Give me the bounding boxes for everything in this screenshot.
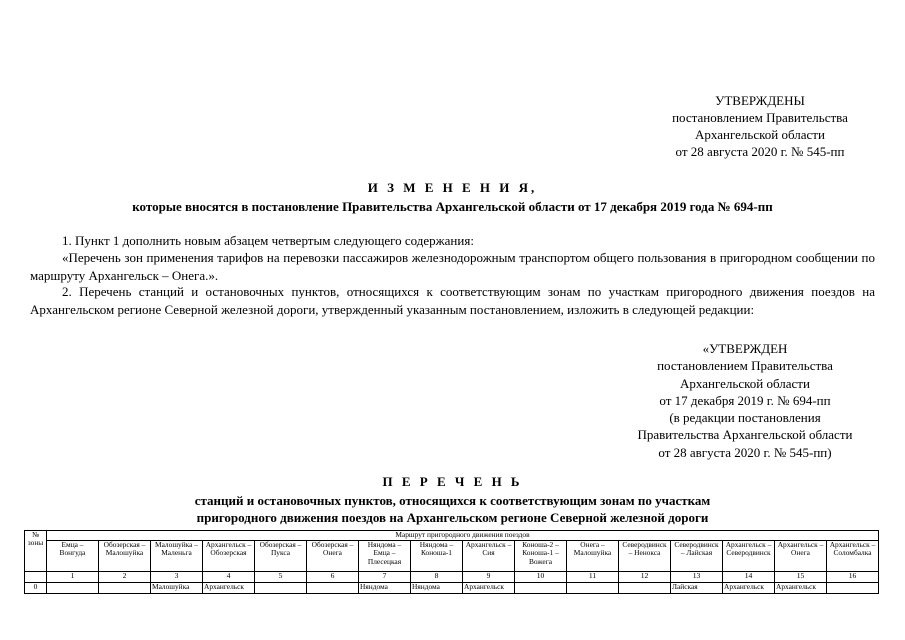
station-cell: Малошуйка (151, 583, 203, 594)
approval-line: от 28 августа 2020 г. № 545-пп (675, 144, 845, 159)
zone-rows (25, 583, 879, 594)
zone-header-cell: № зоны (25, 531, 47, 572)
column-numbers-row (25, 572, 879, 583)
route-name-cell: Архангельск – Сия (463, 541, 515, 572)
zone-number-cell: 0 (25, 583, 47, 594)
route-name-cell: Северодвинск – Лайская (671, 541, 723, 572)
column-number-cell: 6 (307, 572, 359, 583)
list-subtitle (0, 492, 905, 526)
column-number-cell: 3 (151, 572, 203, 583)
approval-line: «УТВЕРЖДЕН (702, 341, 788, 356)
station-cell (47, 583, 99, 594)
column-number-cell: 14 (723, 572, 775, 583)
paragraph-3 (30, 283, 875, 318)
station-cell (827, 583, 879, 594)
route-name-cell: Архангельск – Онега (775, 541, 827, 572)
approval-line: УТВЕРЖДЕНЫ (715, 93, 805, 108)
column-number-cell: 5 (255, 572, 307, 583)
column-number-cell: 2 (99, 572, 151, 583)
station-cell (619, 583, 671, 594)
route-name-cell: Северодвинск – Ненокса (619, 541, 671, 572)
table-header-row (25, 531, 879, 541)
station-cell: Няндома (359, 583, 411, 594)
zones-table (24, 530, 879, 594)
approval-stamp-top (640, 92, 880, 160)
station-cell: Няндома (411, 583, 463, 594)
column-number-cell: 16 (827, 572, 879, 583)
route-name-cell: Архангельск – Соломбалка (827, 541, 879, 572)
approval-line: от 28 августа 2020 г. № 545-пп) (658, 444, 832, 460)
paragraph-text: «Перечень зон применения тарифов на перевозки пассажиров железнодорожным транспортом общего пользования в пригородном сообщении по маршруту Архангельск – Онега.». (30, 250, 875, 283)
column-number-cell: 10 (515, 572, 567, 583)
column-number-cell: 4 (203, 572, 255, 583)
route-name-cell: Обозерская – Онега (307, 541, 359, 572)
station-cell: Архангельск (203, 583, 255, 594)
route-names-row (25, 541, 879, 572)
station-cell: Архангельск (775, 583, 827, 594)
column-number-cell (25, 572, 47, 583)
station-cell: Архангельск (463, 583, 515, 594)
column-number-cell: 8 (411, 572, 463, 583)
station-cell (515, 583, 567, 594)
route-name-cell: Няндома – Емца – Плесецкая (359, 541, 411, 572)
approval-line: Правительства Архангельской области (637, 427, 853, 443)
approval-line: постановлением Правительства (672, 110, 848, 125)
station-cell (567, 583, 619, 594)
route-name-cell: Онега – Малошуйка (567, 541, 619, 572)
column-number-cell: 13 (671, 572, 723, 583)
station-cell (255, 583, 307, 594)
station-cell: Архангельск (723, 583, 775, 594)
paragraph-text: 1. Пункт 1 дополнить новым абзацем четвертым следующего содержания: (62, 233, 474, 248)
column-number-cell: 15 (775, 572, 827, 583)
list-title: П Е Р Е Ч Е Н Ь (382, 474, 523, 489)
approval-line: постановлением Правительства (657, 358, 833, 374)
approval-line: Архангельской области (695, 127, 825, 142)
route-name-cell: Няндома – Коноша-1 (411, 541, 463, 572)
station-cell: Лайская (671, 583, 723, 594)
list-subtitle-line: станций и остановочных пунктов, относящихся к соответствующим зонам по участкам (194, 493, 711, 508)
paragraph-text: 2. Перечень станций и остановочных пунктов, относящихся к соответствующим зонам по участкам пригородного движения поездов на Архангельском регионе Северной железной дороги, утвержденный указанным постановлением, изложить в следующей редакции: (30, 284, 875, 317)
changes-subtitle: которые вносятся в постановление Правительства Архангельской области от 17 декабря 2019 года № 694-пп (132, 199, 773, 214)
table-row (25, 583, 879, 594)
station-cell (307, 583, 359, 594)
route-name-cell: Обозерская – Пукса (255, 541, 307, 572)
column-number-cell: 12 (619, 572, 671, 583)
list-subtitle-line: пригородного движения поездов на Архангельском регионе Северной железной дороги (196, 510, 709, 525)
paragraph-1 (30, 232, 875, 250)
route-name-cell: Малошуйка – Маленьга (151, 541, 203, 572)
route-name-cell: Архангельск – Северодвинск (723, 541, 775, 572)
route-name-cell: Архангельск – Обозерская (203, 541, 255, 572)
changes-title: И З М Е Н Е Н И Я, (367, 180, 538, 195)
approval-stamp-list (600, 340, 890, 461)
route-name-cell: Обозерская – Малошуйка (99, 541, 151, 572)
column-number-cell: 11 (567, 572, 619, 583)
approval-line: (в редакции постановления (669, 410, 821, 426)
column-number-cell: 9 (463, 572, 515, 583)
route-name-cell: Коноша-2 – Коноша-1 – Вожега (515, 541, 567, 572)
paragraph-2 (30, 249, 875, 284)
route-header-cell: Маршрут пригородного движения поездов (47, 531, 879, 541)
station-cell (99, 583, 151, 594)
approval-line: от 17 декабря 2019 г. № 694-пп (659, 392, 831, 408)
approval-line: Архангельской области (680, 375, 810, 391)
column-number-cell: 7 (359, 572, 411, 583)
route-name-cell: Емца – Вонгуда (47, 541, 99, 572)
column-number-cell: 1 (47, 572, 99, 583)
